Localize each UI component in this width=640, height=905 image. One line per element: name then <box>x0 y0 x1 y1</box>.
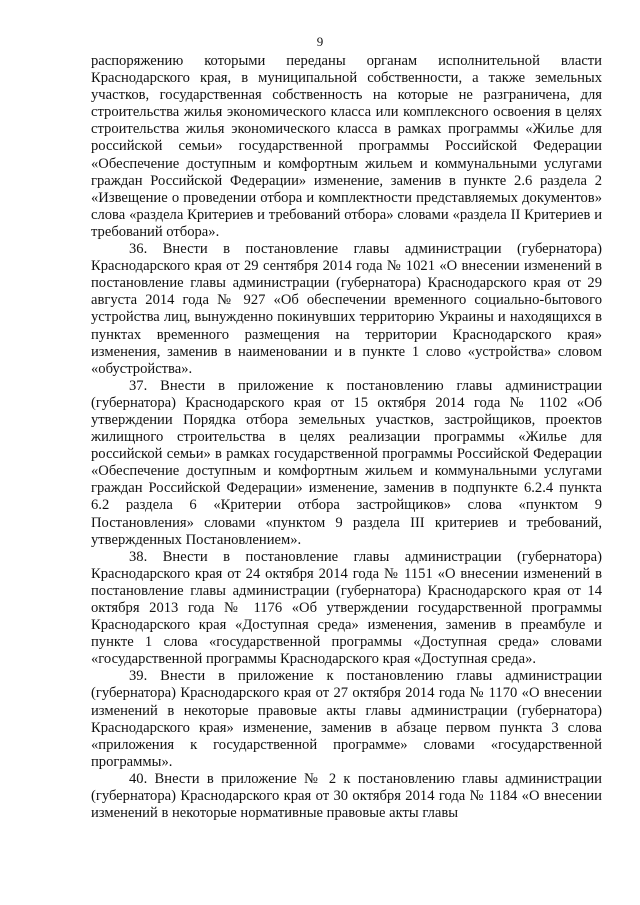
paragraph-item-39: 39. Внести в приложение к постановлению главы администрации (губернатора) Краснодарского края от 27 октября 2014 года № 1170 «О внесении изменений в некоторые правовые акты главы администрации (губернатора) Краснодарского края» изменение, заменив в абзаце первом пункта 3 слова «приложения к государственной программе» словами «государственной программы». <box>91 668 602 770</box>
paragraph-continuation: распоряжению которыми переданы органам исполнительной власти Краснодарского края, в муниципальной собственности, а также земельных участков, государственная собственность на которые не разграничена, для строительства жилья экономического класса или комплексного освоения в целях строительства жилья экономического класса в рамках программы «Жилье для российской семьи» государственной программы Российской Федерации «Обеспечение доступным и комфортным жильем и коммунальными услугами граждан Российской Федерации» изменение, заменив в пункте 2.6 раздела 2 «Извещение о проведении отбора и комплектности представляемых документов» слова «раздела Критериев и требований отбора» словами «раздела II Критериев и требований отбора». <box>91 53 602 240</box>
paragraph-item-40: 40. Внести в приложение № 2 к постановлению главы администрации (губернатора) Краснодарского края от 30 октября 2014 года № 1184 «О внесении изменений в некоторые нормативные правовые акты главы <box>91 770 602 822</box>
paragraph-item-37: 37. Внести в приложение к постановлению главы администрации (губернатора) Краснодарского края от 15 октября 2014 года № 1102 «Об утверждении Порядка отбора земельных участков, застройщиков, проектов жилищного строительства в целях реализации программы «Жилье для российской семьи» в рамках государственной программы Российской Федерации «Обеспечение доступным и комфортным жильем и коммунальными услугами граждан Российской Федерации» изменение, заменив в подпункте 6.2.4 пункта 6.2 раздела 6 «Критерии отбора застройщиков» слова «пунктом 9 Постановления» словами «пунктом 9 раздела III критериев и требований, утвержденных Постановлением». <box>91 377 602 548</box>
paragraph-item-38: 38. Внести в постановление главы администрации (губернатора) Краснодарского края от 24 октября 2014 года № 1151 «О внесении изменений в постановление главы администрации (губернатора) Краснодарского края от 14 октября 2013 года № 1176 «Об утверждении государственной программы Краснодарского края «Доступная среда» изменения, заменив в преамбуле и пункте 1 слова «государственной программы «Доступная среда» словами «государственной программы Краснодарского края «Доступная среда». <box>91 548 602 668</box>
document-body <box>91 53 602 822</box>
page-number: 9 <box>316 34 324 49</box>
paragraph-item-36: 36. Внести в постановление главы администрации (губернатора) Краснодарского края от 29 сентября 2014 года № 1021 «О внесении изменений в постановление главы администрации (губернатора) Краснодарского края от 29 августа 2014 года № 927 «Об обеспечении временного социально-бытового устройства лиц, вынужденно покинувших территорию Украины и находящихся в пунктах временного размещения на территории Краснодарского края» изменения, заменив в наименовании и в пункте 1 слово «устройства» словом «обустройства». <box>91 241 602 377</box>
